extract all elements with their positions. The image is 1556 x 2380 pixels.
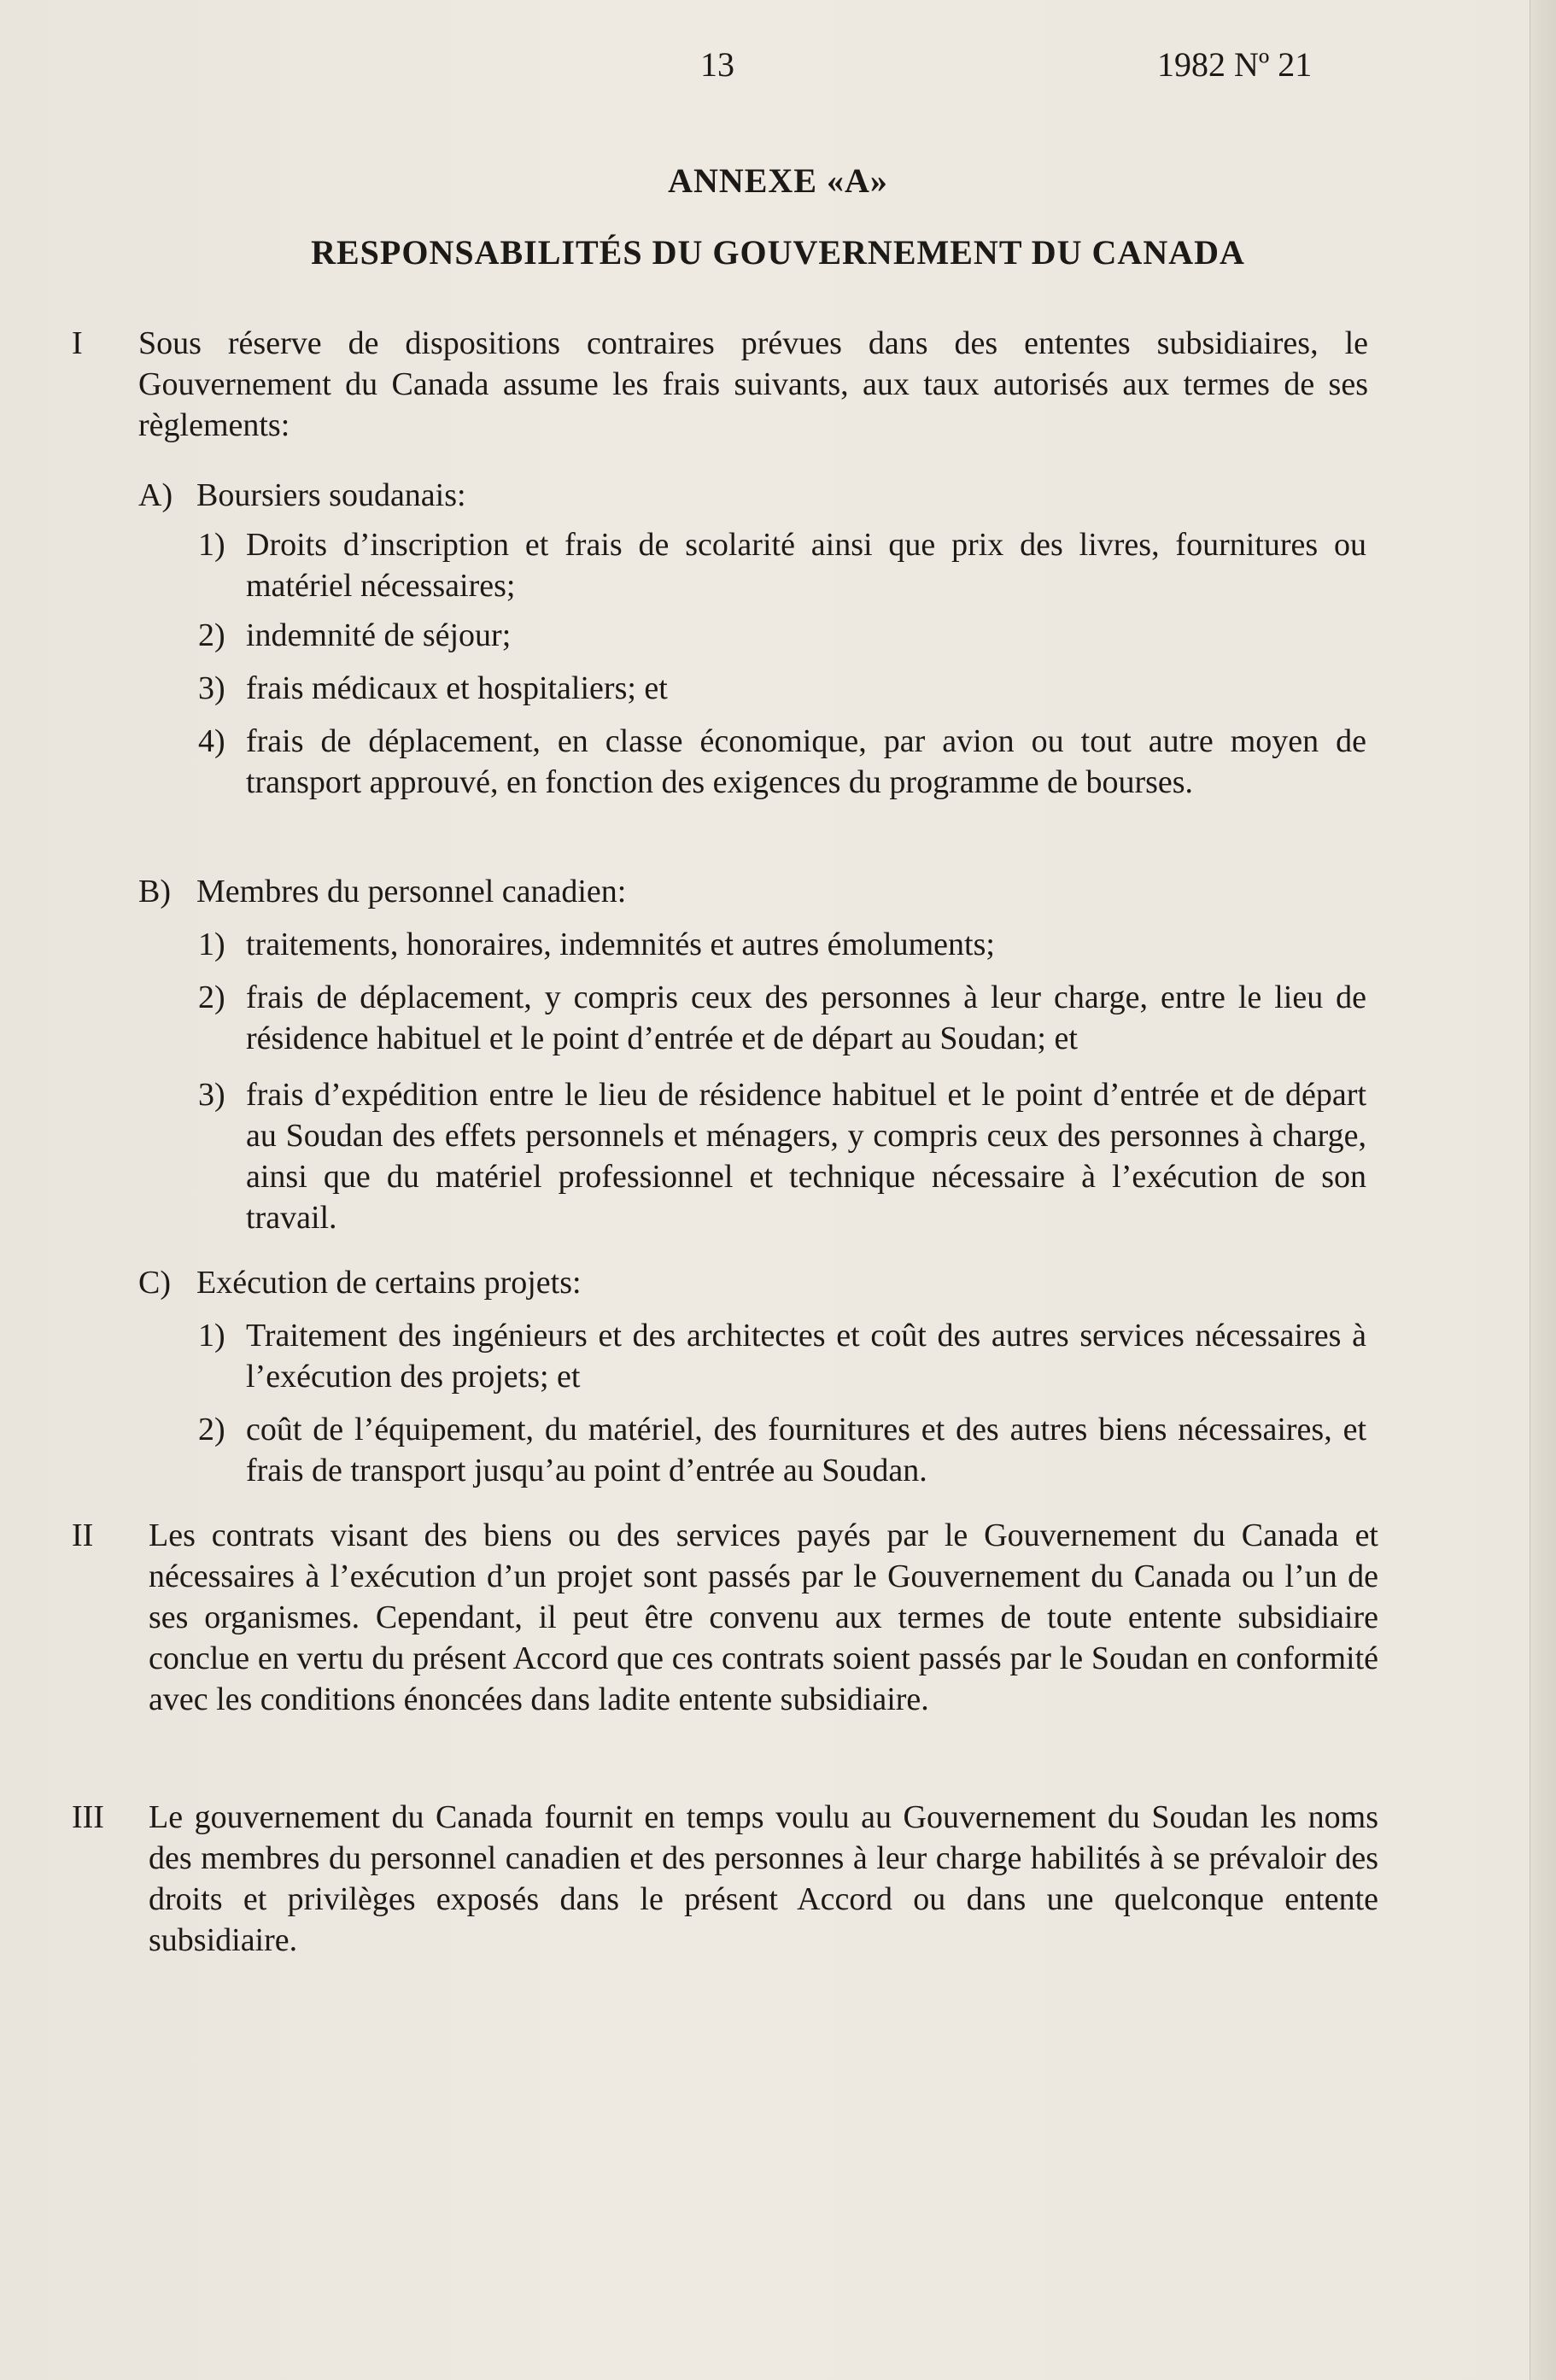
subsection-a-heading: Boursiers soudanais: [196,477,466,513]
section-ii-marker: II [72,1517,94,1553]
a-item-3: frais médicaux et hospitaliers; et [246,670,668,706]
c-item-1-marker: 1) [198,1318,225,1354]
document-reference: 1982 Nº 21 [1157,45,1313,84]
section-iii [149,1797,1378,1961]
page-header [0,44,1556,96]
a-item-3-marker: 3) [198,670,225,706]
section-i-marker: I [72,325,83,361]
a-item-1 [246,524,1366,606]
section-i-text: Sous réserve de dispositions contraires prévues dans des ententes subsidiaires, le Gouvernement du Canada assume les frais suivants, aux taux autorisés aux termes de ses règlements: [138,325,1368,443]
b-item-2-text: frais de déplacement, y compris ceux des personnes à leur charge, entre le lieu de résidence habituel et le point d’entrée et de départ au Soudan; et [246,979,1366,1056]
c-item-2-marker: 2) [198,1412,225,1447]
section-ii-text: Les contrats visant des biens ou des services payés par le Gouvernement du Canada et nécessaires à l’exécution d’un projet sont passés par le Gouvernement du Canada ou l’un de ses organismes. Cependant, il peut être convenu aux termes de toute entente subsidiaire conclue en vertu du présent Accord que ces contrats soient passés par le Soudan en conformité avec les conditions énoncées dans ladite entente subsidiaire. [149,1517,1378,1717]
subsection-c-heading: Exécution de certains projets: [196,1265,582,1301]
a-item-4 [246,721,1366,803]
b-item-2-marker: 2) [198,979,225,1015]
b-item-1-marker: 1) [198,927,225,962]
subsection-b-marker: B) [138,874,171,909]
page-number: 13 [700,45,734,84]
section-iii-text: Le gouvernement du Canada fournit en temps voulu au Gouvernement du Soudan les noms des membres du personnel canadien et des personnes à leur charge habilités à se prévaloir des droits et privilèges exposés dans le présent Accord ou dans une quelconque entente subsidiaire. [149,1799,1378,1958]
subsection-c-marker: C) [138,1265,171,1301]
section-iii-marker: III [72,1799,104,1835]
subsection-b-heading: Membres du personnel canadien: [196,874,627,909]
section-title: RESPONSABILITÉS DU GOUVERNEMENT DU CANADA [311,233,1245,272]
b-item-3 [246,1074,1366,1238]
a-item-2-marker: 2) [198,617,225,653]
page-edge [1530,0,1556,2380]
a-item-4-marker: 4) [198,723,225,759]
a-item-1-marker: 1) [198,527,225,563]
b-item-1: traitements, honoraires, indemnités et autres émoluments; [246,927,995,962]
annex-title: ANNEXE «A» [668,161,888,200]
c-item-1-text: Traitement des ingénieurs et des architectes et coût des autres services nécessaires à l’exécution des projets; et [246,1318,1366,1395]
c-item-2 [246,1409,1366,1491]
b-item-3-text: frais d’expédition entre le lieu de résidence habituel et le point d’entrée et de départ au Soudan des effets personnels et ménagers, y compris ceux des personnes à charge, ainsi que du matériel professionnel et technique nécessaire à l’exécution de son travail. [246,1077,1366,1236]
b-item-3-marker: 3) [198,1077,225,1113]
a-item-2: indemnité de séjour; [246,617,512,653]
subsection-a-marker: A) [138,477,173,513]
c-item-2-text: coût de l’équipement, du matériel, des fournitures et des autres biens nécessaires, et frais de transport jusqu’au point d’entrée au Soudan. [246,1412,1366,1488]
section-ii [149,1515,1378,1720]
b-item-2 [246,977,1366,1059]
a-item-1-text: Droits d’inscription et frais de scolarité ainsi que prix des livres, fournitures ou matériel nécessaires; [246,527,1366,604]
c-item-1 [246,1315,1366,1397]
section-i-intro [138,323,1368,446]
a-item-4-text: frais de déplacement, en classe économique, par avion ou tout autre moyen de transport approuvé, en fonction des exigences du programme de bourses. [246,723,1366,800]
